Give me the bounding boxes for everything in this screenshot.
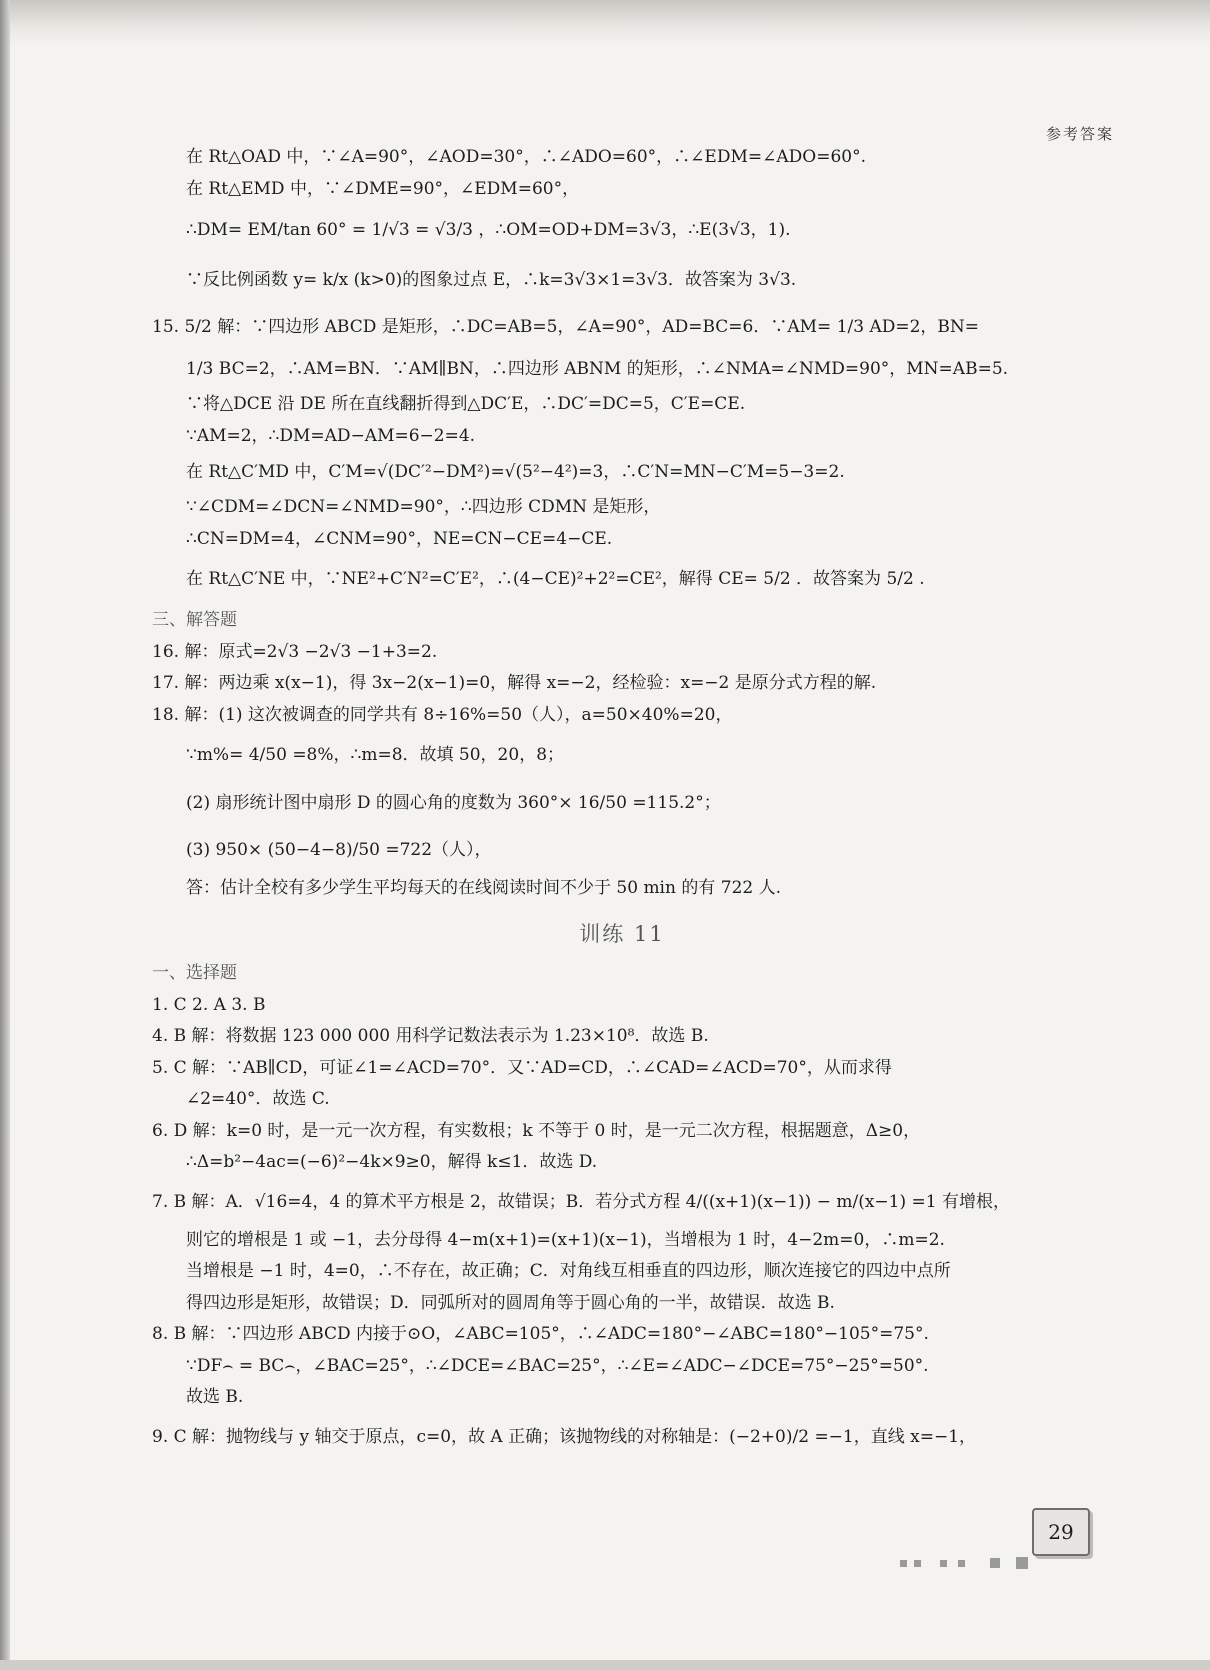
section-title: 训练 11 xyxy=(579,921,665,946)
text-line: ∴Δ=b²−4ac=(−6)²−4k×9≥0，解得 k≤1．故选 D. xyxy=(186,1152,598,1172)
scan-top-edge xyxy=(0,0,1210,46)
text-line: 在 Rt△C′NE 中，∵NE²+C′N²=C′E²，∴(4−CE)²+2²=CE²，解得 CE= 5/2 ．故答案为 5/2 . xyxy=(186,569,925,589)
question-16: 16. 解：原式=2√3 −2√3 −1+3=2. xyxy=(152,641,438,662)
text-line: 在 Rt△OAD 中，∵∠A=90°，∠AOD=30°，∴∠ADO=60°，∴∠EDM=∠ADO=60°. xyxy=(186,147,866,167)
question-8: 8. B 解：∵四边形 ABCD 内接于⊙O，∠ABC=105°，∴∠ADC=180°−∠ABC=180°−105°=75°. xyxy=(152,1324,929,1344)
scan-left-edge xyxy=(0,0,10,1670)
text-line: 答：估计全校有多少学生平均每天的在线阅读时间不少于 50 min 的有 722 人. xyxy=(186,878,782,898)
answer-content xyxy=(152,142,1092,1460)
question-7: 7. B 解：A．√16=4，4 的算术平方根是 2，故错误；B．若分式方程 4/((x+1)(x−1)) − m/(x−1) =1 有增根， xyxy=(152,1191,1010,1212)
text-line: ∵DF⌢ = BC⌢，∠BAC=25°，∴∠DCE=∠BAC=25°，∴∠E=∠ADC−∠DCE=75°−25°=50°. xyxy=(186,1355,929,1376)
text-line: 则它的增根是 1 或 −1，去分母得 4−m(x+1)=(x+1)(x−1)，当增根为 1 时，4−2m=0，∴m=2. xyxy=(186,1229,945,1250)
text-line: 在 Rt△EMD 中，∵∠DME=90°，∠EDM=60°， xyxy=(186,178,580,199)
question-15: 15. 5/2 解：∵四边形 ABCD 是矩形，∴DC=AB=5，∠A=90°，AD=BC=6．∵AM= 1/3 AD=2，BN= xyxy=(152,317,980,337)
section-heading-choice: 一、选择题 xyxy=(152,963,237,983)
scan-bottom-edge xyxy=(0,1660,1210,1670)
question-18: 18. 解：(1) 这次被调查的同学共有 8÷16%=50（人），a=50×40%=20， xyxy=(152,704,733,725)
running-header: 参考答案 xyxy=(1045,125,1114,143)
text-line: ∵将△DCE 沿 DE 所在直线翻折得到△DC′E，∴DC′=DC=5，C′E=CE. xyxy=(186,394,746,414)
text-line: ∵∠CDM=∠DCN=∠NMD=90°，∴四边形 CDMN 是矩形， xyxy=(186,497,661,517)
question-9: 9. C 解：抛物线与 y 轴交于原点，c=0，故 A 正确；该抛物线的对称轴是：(−2+0)/2 =−1，直线 x=−1， xyxy=(152,1426,977,1447)
text-line: ∵AM=2，∴DM=AD−AM=6−2=4. xyxy=(186,425,476,446)
text-line: ∠2=40°．故选 C. xyxy=(186,1089,330,1109)
text-line: ∴CN=DM=4，∠CNM=90°，NE=CN−CE=4−CE. xyxy=(186,528,613,549)
page-number: 29 xyxy=(1032,1508,1090,1556)
text-line: ∵m%= 4/50 =8%，∴m=8．故填 50，20，8； xyxy=(186,745,565,765)
question-5: 5. C 解：∵AB∥CD，可证∠1=∠ACD=70°．又∵AD=CD，∴∠CAD=∠ACD=70°，从而求得 xyxy=(152,1057,892,1078)
text-line: ∴DM= EM/tan 60° = 1/√3 = √3/3 ，∴OM=OD+DM=3√3，∴E(3√3，1). xyxy=(186,220,791,240)
section-heading-solutions: 三、解答题 xyxy=(152,610,237,630)
text-line: (2) 扇形统计图中扇形 D 的圆心角的度数为 360°× 16/50 =115.2°； xyxy=(186,793,721,813)
text-line: 故选 B. xyxy=(186,1387,244,1407)
text-line: ∵反比例函数 y= k/x (k>0)的图象过点 E，∴k=3√3×1=3√3．故答案为 3√3. xyxy=(186,270,797,290)
question-6: 6. D 解：k=0 时，是一元一次方程，有实数根；k 不等于 0 时，是一元二次方程，根据题意，Δ≥0， xyxy=(152,1120,921,1141)
text-line: 1/3 BC=2，∴AM=BN．∵AM∥BN，∴四边形 ABNM 的矩形，∴∠NMA=∠NMD=90°，MN=AB=5. xyxy=(186,359,1009,379)
question-4: 4. B 解：将数据 123 000 000 用科学记数法表示为 1.23×10⁸．故选 B. xyxy=(152,1026,709,1046)
decorative-dots xyxy=(900,1556,1050,1572)
text-line: (3) 950× (50−4−8)/50 =722（人）， xyxy=(186,840,492,860)
question-17: 17. 解：两边乘 x(x−1)，得 3x−2(x−1)=0，解得 x=−2，经检验：x=−2 是原分式方程的解. xyxy=(152,673,877,693)
text-line: 当增根是 −1 时，4=0，∴不存在，故正确；C．对角线互相垂直的四边形，顺次连接它的四边中点所 xyxy=(186,1261,951,1281)
text-line: 得四边形是矩形，故错误；D．同弧所对的圆周角等于圆心角的一半，故错误．故选 B. xyxy=(186,1292,835,1313)
answers-1-3: 1. C 2. A 3. B xyxy=(152,994,266,1015)
text-line: 在 Rt△C′MD 中，C′M=√(DC′²−DM²)=√(5²−4²)=3，∴C′N=MN−C′M=5−3=2. xyxy=(186,462,845,482)
